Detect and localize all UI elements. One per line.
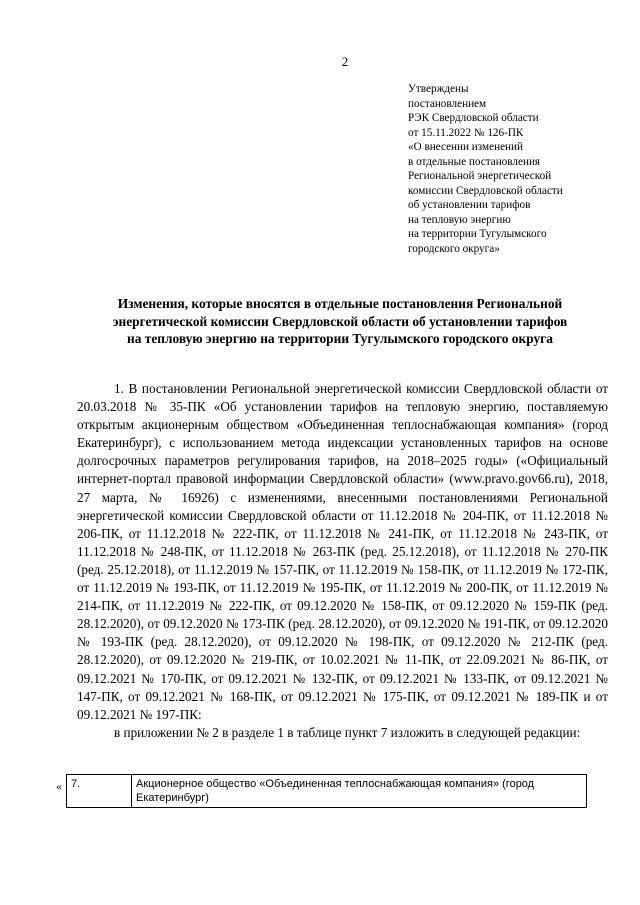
heading-line: на тепловую энергию на территории Тугулымского городского округа — [127, 331, 553, 346]
approval-line: на территории Тугулымского — [408, 228, 547, 240]
paragraph-amendments: 1. В постановлении Региональной энергетической комиссии Свердловской области от 20.03.2018 № 35-ПК «Об установлении тарифов на тепловую энергию, поставляемую открытым акционерным обществом «Объединенная теплоснабжающая компания» (город Екатеринбург), с использованием метода индексации установленных тарифов на основе долгосрочных параметров регулирования тарифов, на 2018–2025 годы» («Официальный интернет-портал правовой информации Свердловской области» (www.pravo.gov66.ru), 2018, 27 марта, № 16926) с изменениями, внесенными постановлениями Региональной энергетической комиссии Свердловской области от 11.12.2018 № 204-ПК, от 11.12.2018 № 206-ПК, от 11.12.2018 № 222-ПК, от 11.12.2018 № 241-ПК, от 11.12.2018 № 243-ПК, от 11.12.2018 № 248-ПК, от 11.12.2018 № 263-ПК (ред. 25.12.2018), от 11.12.2018 № 270-ПК (ред. 25.12.2018), от 11.12.2019 № 157-ПК, от 11.12.2019 № 158-ПК, от 11.12.2019 № 172-ПК, от 11.12.2019 № 193-ПК, от 11.12.2019 № 195-ПК, от 11.12.2019 № 200-ПК, от 11.12.2019 № 214-ПК, от 11.12.2019 № 222-ПК, от 09.12.2020 № 158-ПК, от 09.12.2020 № 159-ПК (ред. 28.12.2020), от 09.12.2020 № 173-ПК (ред. 28.12.2020), от 09.12.2020 № 191-ПК, от 09.12.2020 № 193-ПК (ред. 28.12.2020), от 09.12.2020 № 198-ПК, от 09.12.2020 № 212-ПК (ред. 28.12.2020), от 09.12.2020 № 219-ПК, от 10.02.2021 № 11-ПК, от 22.09.2021 № 86-ПК, от 09.12.2021 № 170-ПК, от 09.12.2021 № 132-ПК, от 09.12.2021 № 133-ПК, от 09.12.2021 № 147-ПК, от 09.12.2021 № 168-ПК, от 09.12.2021 № 175-ПК, от 09.12.2021 № 189-ПК и от 09.12.2021 № 197-ПК: — [77, 381, 608, 722]
body-text — [77, 380, 608, 742]
approval-line: городского округа» — [408, 242, 500, 255]
table-row — [67, 775, 587, 808]
opening-quote: « — [56, 779, 62, 793]
approval-line: Утверждены — [408, 83, 469, 95]
approval-line: комиссии Свердловской области — [408, 184, 563, 197]
approval-line: Региональной энергетической — [408, 170, 552, 182]
approval-line: постановлением — [408, 97, 487, 110]
approval-line: в отдельные постановления — [408, 155, 541, 168]
heading-line: энергетической комиссии Свердловской области об установлении тарифов — [112, 313, 568, 329]
approval-line: об установлении тарифов — [408, 199, 531, 211]
approval-block — [408, 82, 623, 256]
item-name-cell: Акционерное общество «Объединенная теплоснабжающая компания» (город Екатеринбург) — [132, 775, 587, 808]
paragraph-instruction: в приложении № 2 в разделе 1 в таблице пункт 7 изложить в следующей редакции: — [114, 724, 581, 740]
approval-line: РЭК Свердловской области — [408, 112, 539, 124]
approval-line: от 15.11.2022 № 126-ПК — [408, 126, 524, 139]
approval-line: на тепловую энергию — [408, 213, 511, 226]
heading-line: Изменения, которые вносятся в отдельные постановления Региональной — [117, 296, 563, 311]
page-number: 2 — [341, 54, 349, 69]
document-heading — [60, 295, 620, 348]
item-table — [66, 774, 587, 808]
item-number-cell: 7. — [67, 775, 132, 808]
approval-line: «О внесении изменений — [408, 141, 524, 153]
